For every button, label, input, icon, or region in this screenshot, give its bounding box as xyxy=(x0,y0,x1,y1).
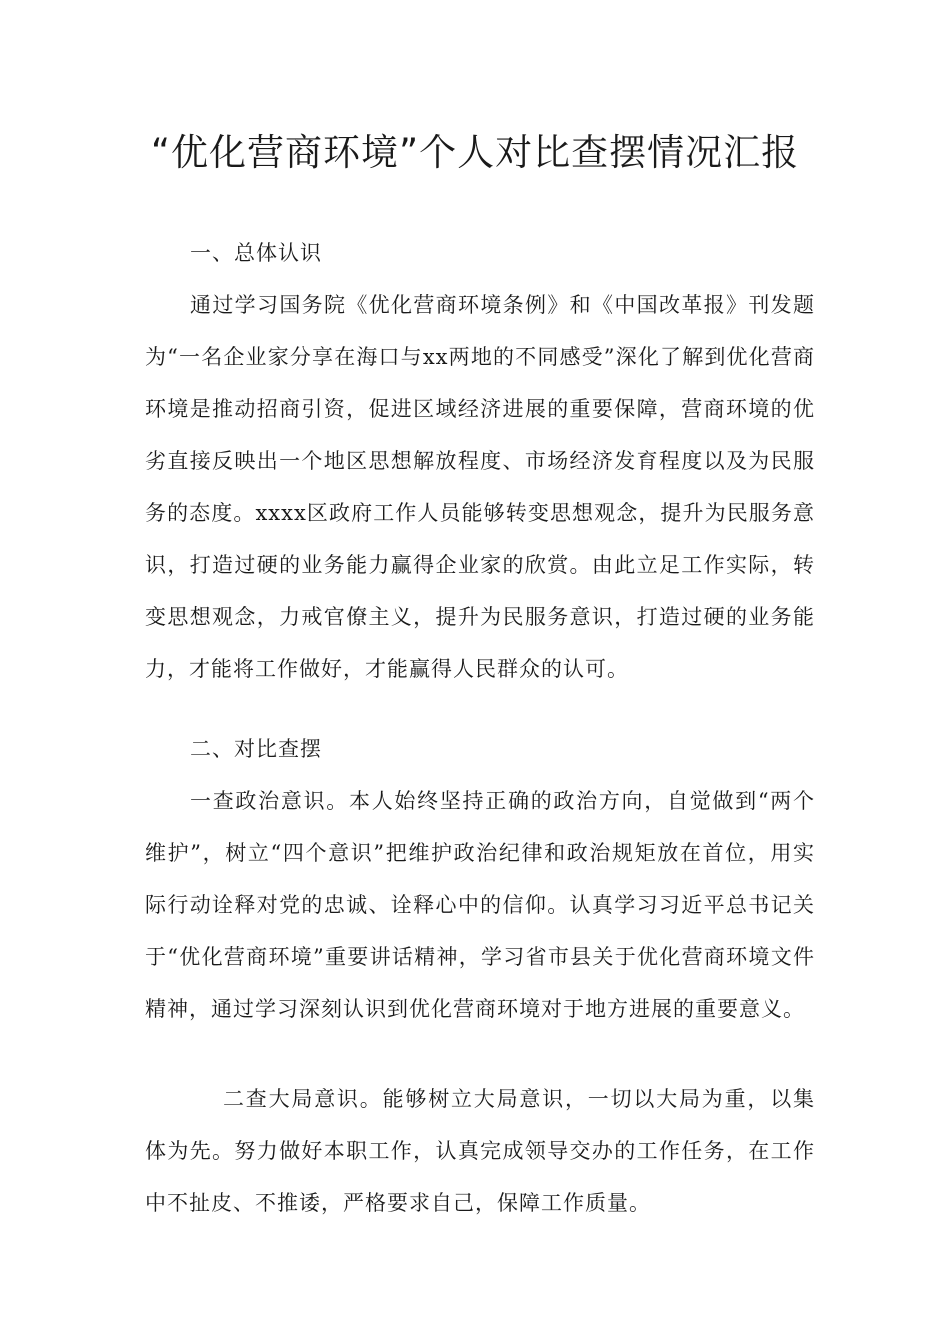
section-heading-overall: 一、总体认识 xyxy=(190,241,322,265)
section-heading-comparison: 二、对比查摆 xyxy=(190,737,322,761)
paragraph-political-awareness: 一查政治意识。本人始终坚持正确的政治方向，自觉做到“两个维护”，树立“四个意识”把维护政治纪律和政治规矩放在首位，用实际行动诠释对党的忠诚、诠释心中的信仰。认真学习习近平总书记关于“优化营商环境”重要讲话精神，学习省市县关于优化营商环境文件精神，通过学习深刻认识到优化营商环境对于地方进展的重要意义。 xyxy=(145,789,815,1021)
document-title: “优化营商环境”个人对比查摆情况汇报 xyxy=(150,131,800,174)
paragraph-overall-situation-awareness: 二查大局意识。能够树立大局意识，一切以大局为重，以集体为先。努力做好本职工作，认真完成领导交办的工作任务，在工作中不扯皮、不推诿，严格要求自己，保障工作质量。 xyxy=(145,1087,815,1215)
paragraph-overall-understanding: 通过学习国务院《优化营商环境条例》和《中国改革报》刊发题为“一名企业家分享在海口与xx两地的不同感受”深化了解到优化营商环境是推动招商引资，促进区域经济进展的重要保障，营商环境的优劣直接反映出一个地区思想解放程度、市场经济发育程度以及为民服务的态度。xxxx区政府工作人员能够转变思想观念，提升为民服务意识，打造过硬的业务能力赢得企业家的欣赏。由此立足工作实际，转变思想观念，力戒官僚主义，提升为民服务意识，打造过硬的业务能力，才能将工作做好，才能赢得人民群众的认可。 xyxy=(145,293,815,681)
